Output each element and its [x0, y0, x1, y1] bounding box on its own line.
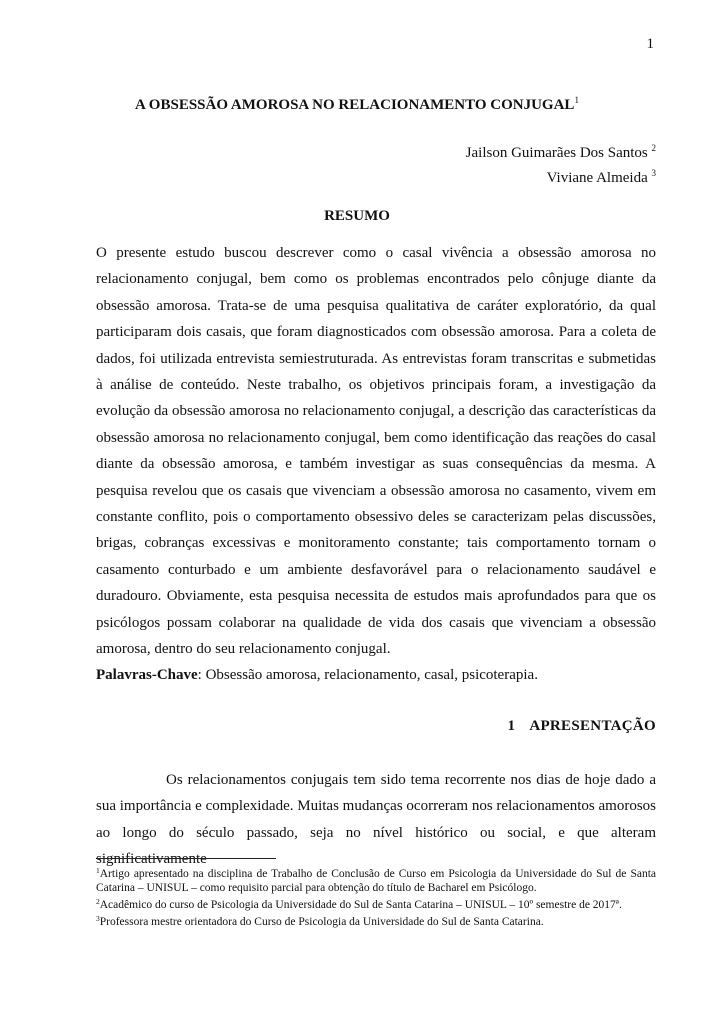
footnote-divider	[96, 858, 276, 859]
footnote-text: Professora mestre orientadora do Curso de Psicologia da Universidade do Sul de Santa Catarina.	[99, 916, 544, 928]
abstract-body: O presente estudo buscou descrever como o casal vivência a obsessão amorosa no relacionamento conjugal, bem como os problemas encontrados pelo cônjuge diante da obsessão amorosa. Trata-se de uma pesquisa qualitativa de caráter exploratório, da qual participaram dois casais, que foram diagnosticados com obsessão amorosa. Para a coleta de dados, foi utilizada entrevista semiestruturada. As entrevistas foram transcritas e submetidas à análise de conteúdo. Neste trabalho, os objetivos principais foram, a investigação da evolução da obsessão amorosa no relacionamento conjugal, a descrição das características da obsessão amorosa no relacionamento conjugal, bem como identificação das reações do casal diante da obsessão amorosa, e também investigar as suas consequências da mesma. A pesquisa revelou que os casais que vivenciam a obsessão amorosa no casamento, vivem em constante conflito, pois o comportamento obsessivo deles se caracterizam pelas discussões, brigas, cobranças excessivas e monitoramento constante; tais comportamento tornam o casamento conturbado e um ambiente desfavorável para o relacionamento saudável e duradouro. Obviamente, esta pesquisa necessita de estudos mais aprofundados para que os psicólogos possam colaborar na qualidade de vida dos casais que vivenciam a obsessão amorosa, dentro do seu relacionamento conjugal.	[96, 245, 656, 658]
section-heading	[508, 718, 656, 735]
section-number: 1	[507, 718, 516, 734]
footnote-text: Acadêmico do curso de Psicologia da Universidade do Sul de Santa Catarina – UNISUL – 10º semestre de 2017ª.	[99, 899, 622, 911]
author-line	[466, 163, 656, 188]
footnotes	[96, 864, 656, 929]
page-number: 1	[646, 36, 654, 52]
abstract-heading: RESUMO	[324, 208, 390, 224]
author-footnote-mark: 3	[651, 168, 656, 178]
paper-title	[0, 95, 714, 114]
section-body: Os relacionamentos conjugais tem sido tema recorrente nos dias de hoje dado a sua importância e complexidade. Muitas mudanças ocorreram nos relacionamentos amorosos ao longo do século passado, seja no nível histórico ou social, e que alteram significativamente	[96, 772, 656, 868]
author-name: Viviane Almeida	[546, 170, 648, 186]
keywords-label: Palavras-Chave	[96, 667, 198, 683]
author-footnote-mark: 2	[651, 143, 656, 153]
title-footnote-mark: 1	[574, 95, 579, 105]
paper-title-text: A OBSESSÃO AMOROSA NO RELACIONAMENTO CONJUGAL	[135, 97, 575, 113]
keywords-line	[96, 667, 656, 684]
footnote-mark: 3	[96, 914, 100, 923]
footnote	[96, 912, 656, 929]
footnote-mark: 2	[96, 897, 100, 906]
footnote-text: Artigo apresentado na disciplina de Trabalho de Conclusão de Curso em Psicologia da Universidade do Sul de Santa Catarina – UNISUL – como requisito parcial para obtenção do título de Bacharel em Psicólogo.	[96, 868, 656, 894]
section-title: APRESENTAÇÃO	[529, 718, 656, 734]
footnote	[96, 864, 656, 895]
footnote-mark: 1	[96, 866, 100, 875]
footnote	[96, 895, 656, 912]
author-name: Jailson Guimarães Dos Santos	[465, 145, 648, 161]
author-block	[466, 138, 656, 188]
author-line	[466, 138, 656, 163]
keywords-text: : Obsessão amorosa, relacionamento, casal, psicoterapia.	[197, 667, 538, 683]
